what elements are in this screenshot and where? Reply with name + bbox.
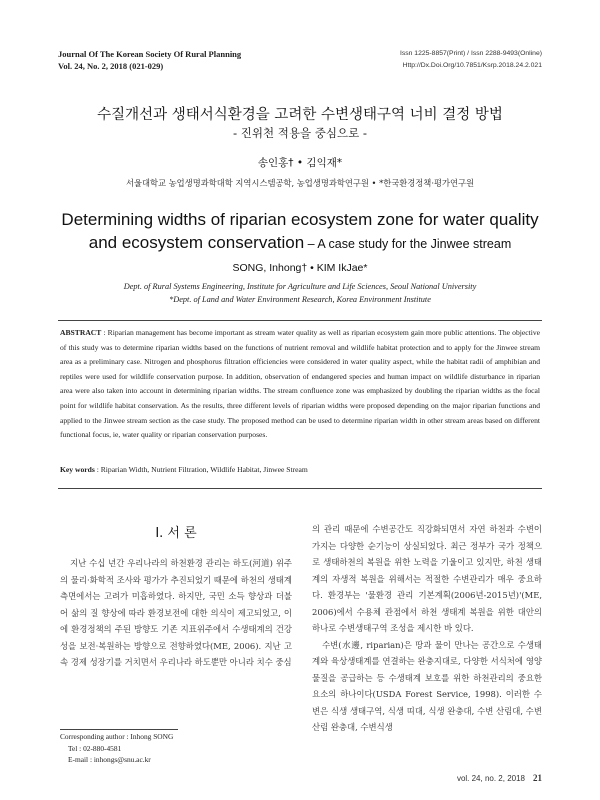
abstract-top-rule [58, 320, 542, 321]
title-korean: 수질개선과 생태서식환경을 고려한 수변생태구역 너비 결정 방법 [97, 107, 503, 123]
footnote-tel: Tel : 02-880-4581 [68, 743, 122, 753]
affiliation-english-2: *Dept. of Land and Water Environment Research, Korea Environment Institute [169, 295, 431, 304]
journal-name: Journal Of The Korean Society Of Rural Planning [58, 49, 242, 59]
page-number: 21 [533, 773, 542, 783]
authors-korean: 송인홍† • 김익재* [257, 157, 343, 169]
left-column [60, 555, 292, 671]
issn-line: Issn 1225-8857(Print) / Issn 2288-9493(Online) [399, 50, 542, 57]
journal-header [58, 48, 241, 72]
issn-header [400, 48, 542, 72]
title-english-line2: and ecosystem conservation [88, 233, 305, 252]
authors-english: SONG, Inhong† • KIM IkJae* [232, 262, 368, 274]
abstract-text: : Riparian management has become important as stream water quality as well as riparian ecosystem gain more public attentions. The objective of this study was to determine riparian widths based on the functions of nutrient removal and wildlife habitat protection and to apply for the Jinwee stream area as a preliminary case. Nitrogen and phosphorus filtration efficiencies were considered in water quality aspect, while the habitat radii of amphibian and reptiles were used for wildlife conservation purpose. In addition, observation of endangered species and human impact on wildlife disturbance in riparian area were also taken into account in determining riparian widths. The stream confluence zone was emphasized by doubling the riparian widths as the focal point for wildlife habitat conservation. As the results, three different levels of riparian widths were proposed depending on the major riparian functions and applied to the Jinwee stream section as the case study. The proposed method can be used to determine riparian width in other stream areas based on different functional focus, ie, water quality or riparian conservation purposes. [60, 328, 540, 440]
subtitle-korean: - 진위천 적용을 중심으로 - [232, 126, 367, 140]
title-english-line1: Determining widths of riparian ecosystem zone for water quality [61, 210, 539, 229]
footnote [60, 731, 173, 766]
journal-volume: Vol. 24, No. 2, 2018 (021-029) [58, 61, 164, 71]
affiliation-english [0, 280, 600, 306]
affiliation-english-1: Dept. of Rural Systems Engineering, Institute for Agriculture and Life Sciences, Seoul National University [123, 282, 477, 291]
affiliation-korean: 서울대학교 농업생명과학대학 지역시스템공학, 농업생명과학연구원 • *한국환경정책·평가연구원 [125, 178, 475, 188]
right-column [312, 521, 542, 736]
abstract-bottom-rule [58, 488, 542, 489]
corresponding-author: Corresponding author : Inhong SONG [60, 732, 174, 741]
abstract-label: ABSTRACT [60, 328, 102, 337]
title-english-subtitle: – A case study for the Jinwee stream [304, 237, 512, 251]
keywords-label: Key words [60, 465, 95, 474]
keywords [60, 465, 540, 474]
section-heading-introduction: Ⅰ. 서 론 [155, 526, 197, 541]
abstract [60, 326, 540, 443]
title-english [40, 208, 560, 256]
right-column-paragraph-1: 의 관리 때문에 수변공간도 직강화되면서 자연 하천과 수변이 가지는 다양한 순기능이 상실되었다. 최근 정부가 국가 정책으로 생태하천의 복원을 위한 노력을 기울이고 있지만, 하천 생태계의 자생적 복원을 위해서는 적절한 수변관리가 매우 중요하다. 환경부는 '물환경 관리 기본계획(2006년-2015년)'(ME, 2006)에서 수용체 관점에서 하천 생태계 복원을 위한 대안의 하나로 수변생태구역 조성을 제시한 바 있다. [312, 524, 542, 633]
footer-issue: vol. 24, no. 2, 2018 [456, 774, 525, 783]
page-footer [457, 773, 542, 783]
right-column-paragraph-2: 수변(水邊, riparian)은 땅과 물이 만나는 공간으로 수생태계와 육상생태계를 연결하는 완충지대로, 다양한 서식처에 영양물질을 공급하는 등 수생태계 보호를 위한 하천관리의 중요한 요소의 하나이다(USDA Forest Service, 1998). 이러한 수변은 식생 생태구역, 식생 띠대, 식생 완충대, 수변 산림대, 수변 산림 완충대, 수변식생 [312, 639, 542, 732]
footnote-rule [60, 729, 178, 730]
footnote-email[interactable]: E-mail : inhongs@snu.ac.kr [68, 755, 151, 764]
keywords-text: : Riparian Width, Nutrient Filtration, Wildlife Habitat, Jinwee Stream [94, 465, 308, 474]
doi-link[interactable]: Http://Dx.Doi.Org/10.7851/Ksrp.2018.24.2.021 [402, 62, 542, 69]
left-column-paragraph: 지난 수십 년간 우리나라의 하천환경 관리는 하도(河道) 위주의 물리·화학적 조사와 평가가 추진되었기 때문에 하천의 생태계 측면에서는 고려가 미흡하였다. 하지만, 국민 소득 향상과 더불어 삶의 질 향상에 따라 환경보전에 대한 의식이 제고되었고, 이에 환경정책의 주된 방향도 기존 지표위주에서 수생태계의 건강성을 보전·복원하는 방향으로 전향하였다(ME, 2006). 지난 고속 경제 성장기를 거치면서 우리나라 하도뿐만 아니라 치수 중심 [60, 558, 292, 667]
